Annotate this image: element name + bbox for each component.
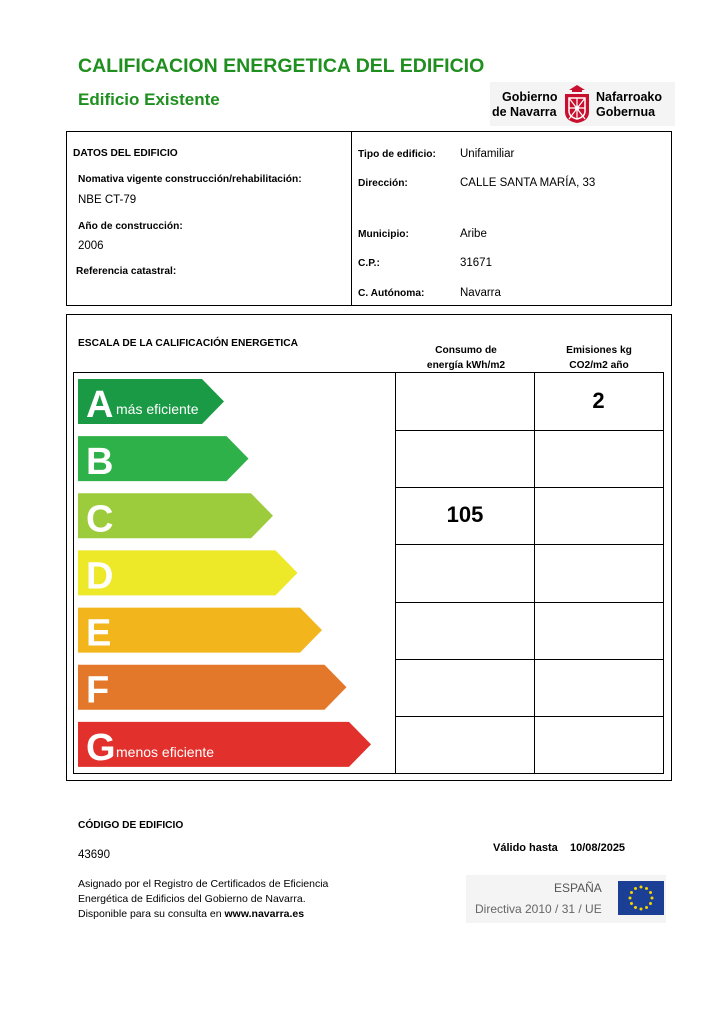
rating-bands-chart <box>74 373 395 773</box>
registro-note <box>78 877 328 922</box>
rating-band-f <box>78 665 347 712</box>
municipio-label: Municipio: <box>358 229 409 240</box>
logo-left-line1: Gobierno <box>502 90 558 104</box>
gobierno-navarra-logo <box>490 82 675 126</box>
table-row-divider <box>396 487 663 488</box>
referencia-label: Referencia catastral: <box>76 266 177 277</box>
espana-directiva: Directiva 2010 / 31 / UE <box>475 902 602 916</box>
logo-left-line2: de Navarra <box>492 105 557 119</box>
note-line2: Energética de Edificios del Gobierno de Navarra. <box>78 893 306 905</box>
eu-star <box>634 887 637 890</box>
table-row-divider <box>396 659 663 660</box>
espana-title: ESPAÑA <box>554 881 602 895</box>
rating-band-caption: más eficiente <box>116 401 199 417</box>
consumo-header-line1: Consumo de <box>435 345 497 356</box>
rating-letter-d: D <box>86 555 114 598</box>
municipio-value: Aribe <box>460 228 487 240</box>
table-row-divider <box>396 716 663 717</box>
direccion-value: CALLE SANTA MARÍA, 33 <box>460 177 596 189</box>
cp-value: 31671 <box>460 257 492 269</box>
rating-letter-a: A <box>86 384 114 426</box>
eu-star <box>645 906 648 909</box>
normativa-label: Nomativa vigente construcción/rehabilitación: <box>78 174 302 185</box>
emisiones-value: 2 <box>592 387 605 413</box>
rating-band-caption: menos eficiente <box>116 743 215 760</box>
consumo-header-line2: energía kWh/m2 <box>426 360 506 371</box>
rating-band-b <box>78 436 249 483</box>
espana-directiva-badge <box>466 875 666 923</box>
rating-letter-g: G <box>86 726 116 769</box>
emisiones-header-line1: Emisiones kg <box>566 345 632 356</box>
table-row-divider <box>396 544 663 545</box>
eu-star <box>640 908 643 911</box>
eu-star <box>640 886 643 889</box>
rating-arrow-f <box>78 665 347 710</box>
valido-value: 10/08/2025 <box>570 842 626 854</box>
document-title: CALIFICACION ENERGETICA DEL EDIFICIO <box>78 55 485 77</box>
autonoma-value: Navarra <box>460 287 501 299</box>
rating-letter-c: C <box>86 498 114 541</box>
eu-star <box>634 906 637 909</box>
eu-flag-icon <box>618 881 664 915</box>
eu-star <box>649 891 652 894</box>
normativa-value: NBE CT-79 <box>78 194 137 206</box>
navarra-link[interactable]: www.navarra.es <box>224 908 305 920</box>
eu-star <box>630 902 633 905</box>
anio-label: Año de construcción: <box>78 221 183 232</box>
rating-letter-e: E <box>86 612 112 655</box>
tipo-label: Tipo de edificio: <box>358 149 436 160</box>
direccion-label: Dirección: <box>358 178 408 189</box>
rating-band-d <box>78 550 298 597</box>
eu-star <box>645 887 648 890</box>
codigo-label: CÓDIGO DE EDIFICIO <box>78 820 184 831</box>
eu-star <box>649 902 652 905</box>
eu-star <box>629 897 632 900</box>
rating-band-c <box>78 493 273 540</box>
rating-band-g <box>78 722 371 769</box>
valido-label: Válido hasta <box>493 842 558 854</box>
consumo-value: 105 <box>446 501 484 527</box>
note-line3-prefix: Disponible para su consulta en <box>78 908 225 920</box>
logo-right-line1: Nafarroako <box>596 90 662 104</box>
document-subtitle: Edificio Existente <box>78 90 220 109</box>
emisiones-header-line2: CO2/m2 año <box>569 360 629 371</box>
table-column-divider <box>534 373 535 773</box>
table-row-divider <box>396 602 663 603</box>
tipo-value: Unifamiliar <box>460 148 515 160</box>
escala-section-title: ESCALA DE LA CALIFICACIÓN ENERGETICA <box>78 338 298 349</box>
rating-band-e <box>78 608 322 655</box>
anio-value: 2006 <box>78 240 104 252</box>
eu-star <box>651 897 654 900</box>
datos-divider <box>351 132 352 305</box>
note-line3 <box>78 907 328 922</box>
rating-band-a <box>78 379 224 426</box>
table-row-divider <box>396 430 663 431</box>
logo-right-line2: Gobernua <box>596 105 656 119</box>
rating-arrow-e <box>78 608 322 653</box>
navarra-shield-icon <box>563 84 591 124</box>
rating-letter-b: B <box>86 441 114 484</box>
datos-section-title: DATOS DEL EDIFICIO <box>73 148 178 159</box>
autonoma-label: C. Autónoma: <box>358 288 425 299</box>
rating-values-table <box>395 372 664 774</box>
rating-bands-frame <box>73 372 396 774</box>
cp-label: C.P.: <box>358 258 380 269</box>
eu-star <box>630 891 633 894</box>
note-line1: Asignado por el Registro de Certificados de Eficiencia <box>78 878 329 890</box>
rating-letter-f: F <box>86 669 110 712</box>
codigo-value: 43690 <box>78 849 110 861</box>
